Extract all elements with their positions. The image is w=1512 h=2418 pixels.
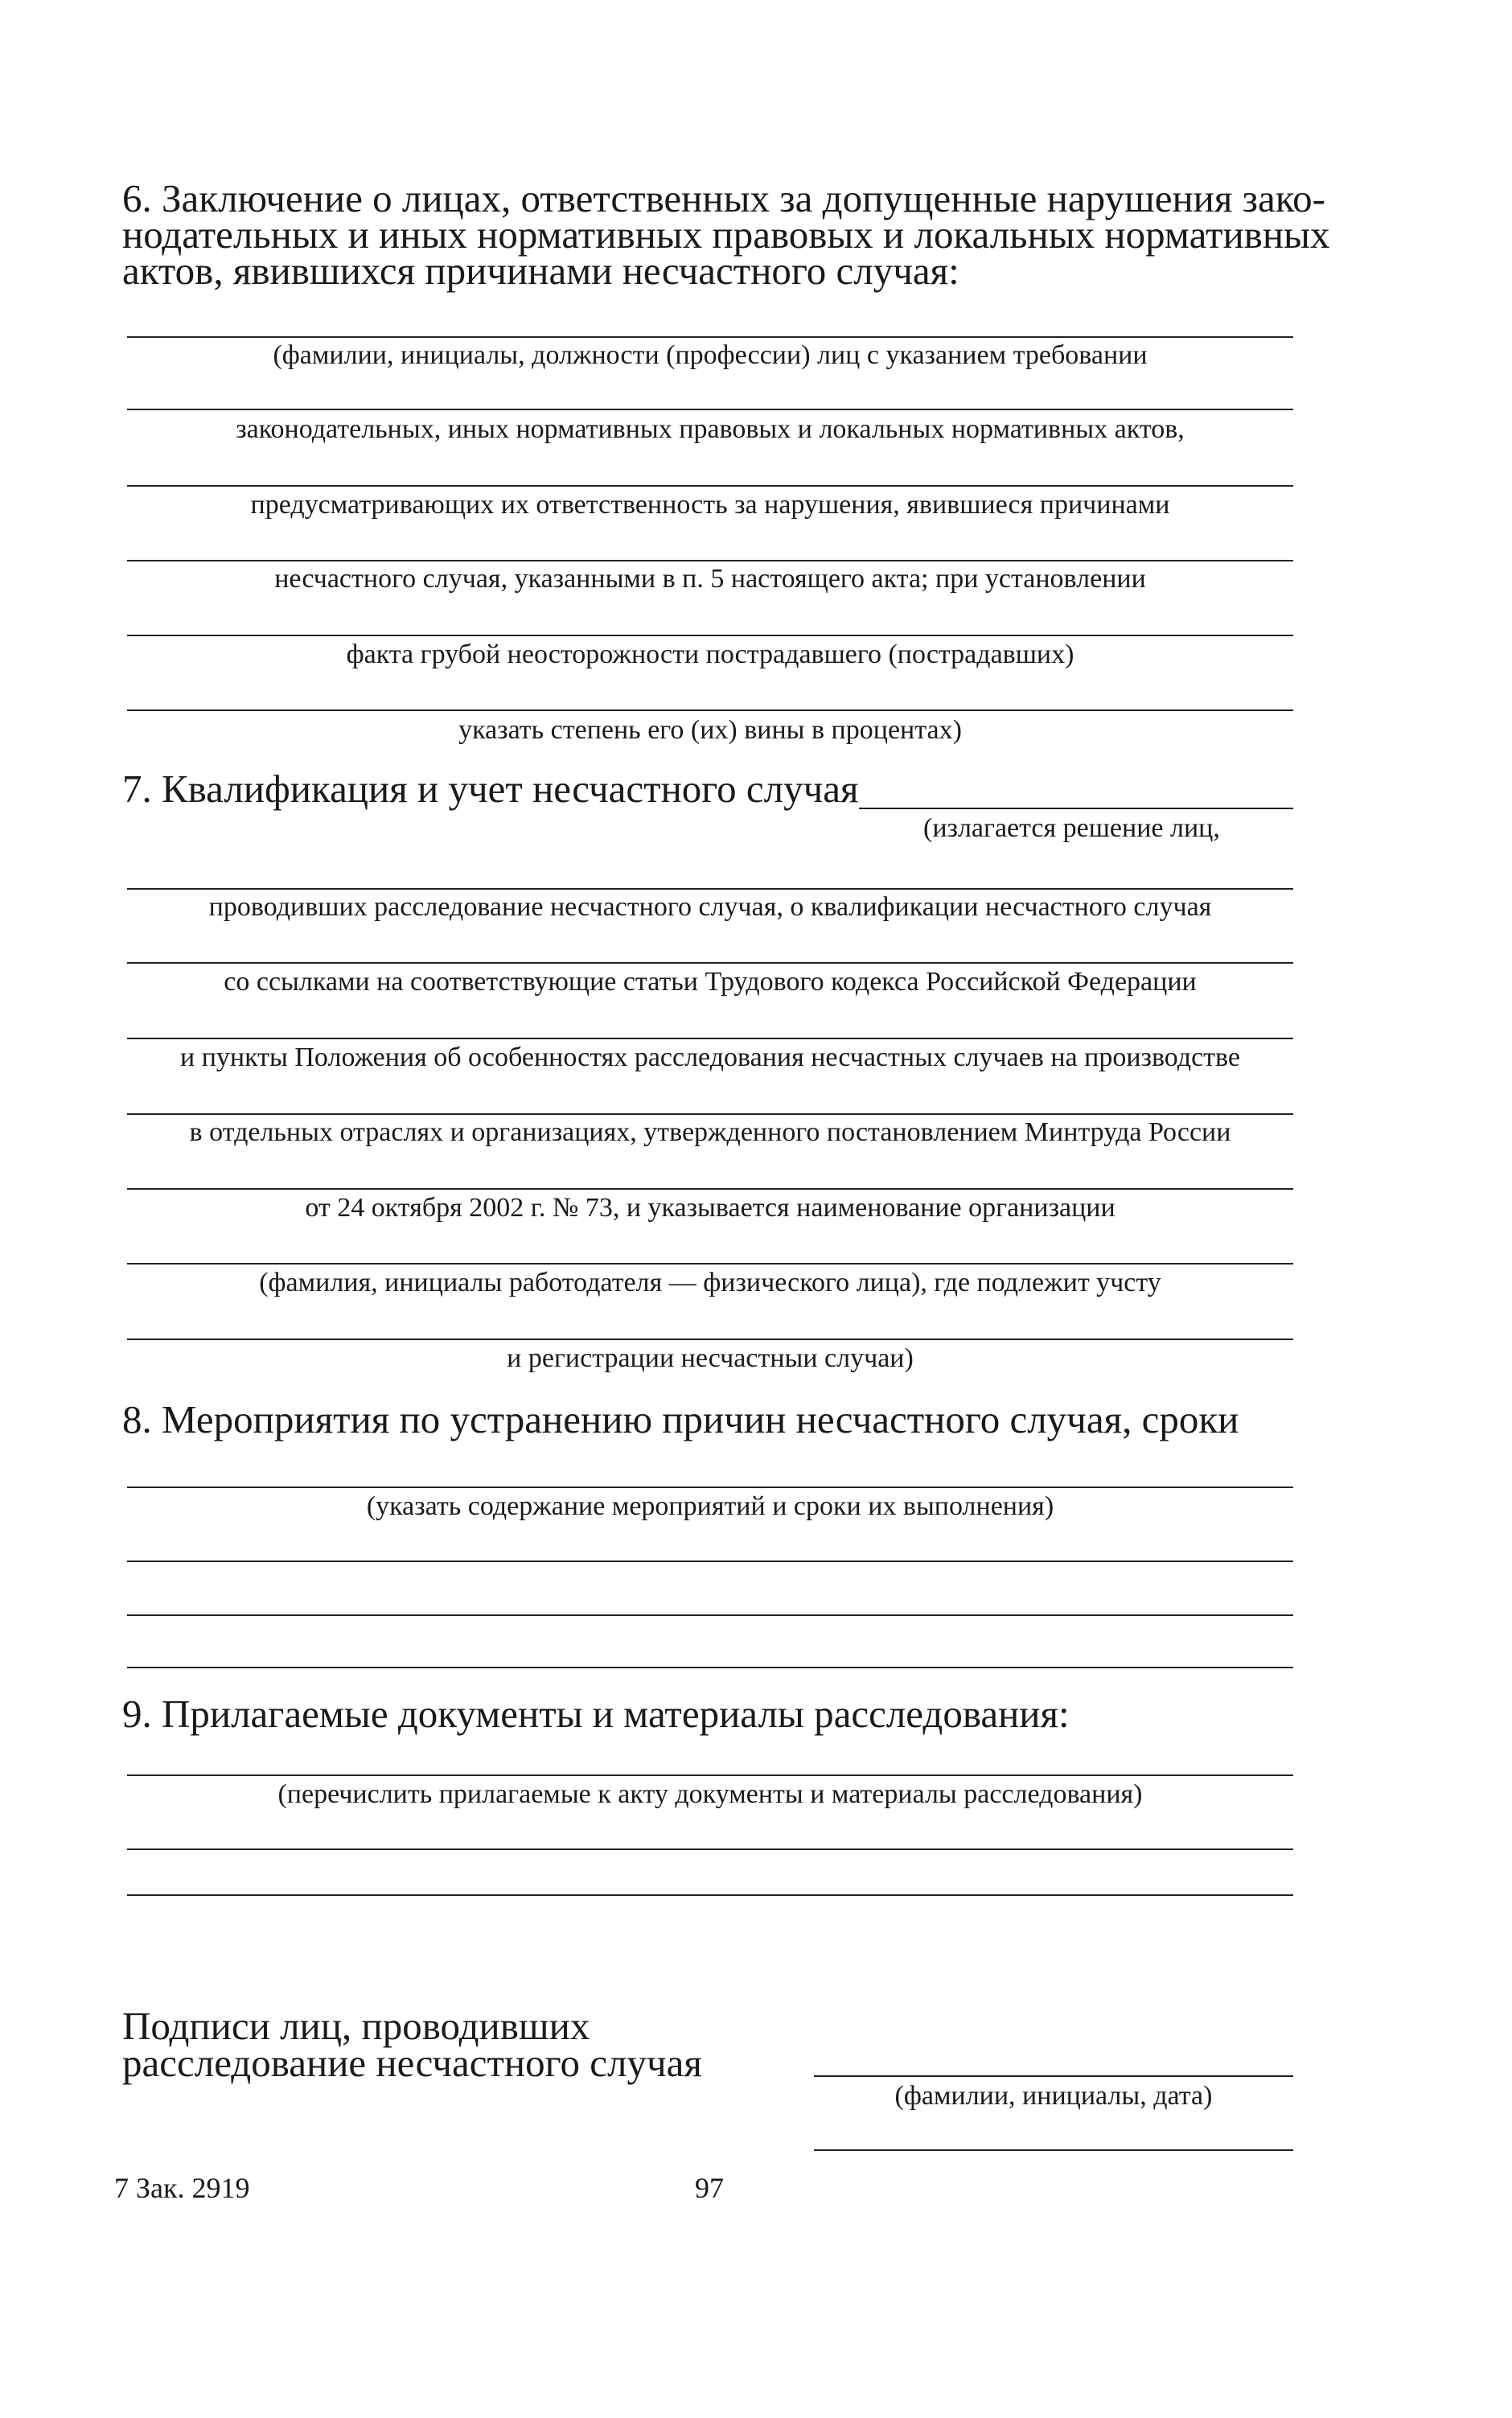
signatures-label-line-2: расследование несчастного случая: [122, 2041, 702, 2085]
caption: и пункты Положения об особенностях расследования несчастных случаев на производстве: [180, 1042, 1240, 1072]
fill-line: [127, 1188, 1293, 1190]
section-6-line-2: нодательных и иных нормативных правовых и локальных нормативных: [122, 212, 1330, 257]
fill-line: [127, 1038, 1293, 1039]
caption: со ссылками на соответствующие статьи Трудового кодекса Российской Федерации: [224, 967, 1197, 997]
fill-line: [127, 560, 1293, 561]
caption: (излагается решение лиц,: [923, 813, 1220, 843]
section-9-heading: 9. Прилагаемые документы и материалы расследования:: [122, 1692, 1070, 1736]
section-6-line-1: 6. Заключение о лицах, ответственных за допущенные нарушения зако-: [122, 176, 1325, 220]
print-order-number: 7 Зак. 2919: [114, 2172, 250, 2204]
fill-line: [127, 1561, 1293, 1562]
caption: (указать содержание мероприятий и сроки их выполнения): [366, 1491, 1054, 1521]
fill-line: [127, 1113, 1293, 1115]
fill-line: [127, 1848, 1293, 1850]
section-6-line-3: актов, явившихся причинами несчастного случая:: [122, 249, 959, 293]
fill-line: [127, 888, 1293, 890]
caption: законодательных, иных нормативных правовых и локальных нормативных актов,: [236, 414, 1185, 444]
caption: (фамилия, инициалы работодателя — физического лица), где подлежит учсту: [259, 1268, 1161, 1297]
signatures-label-line-1: Подписи лиц, проводивших: [122, 2004, 590, 2048]
fill-line: [127, 1263, 1293, 1265]
caption: указать степень его (их) вины в процентах): [458, 715, 962, 745]
fill-line: [127, 1667, 1293, 1668]
fill-line: [127, 409, 1293, 410]
section-8-heading: 8. Мероприятия по устранению причин несчастного случая, сроки: [122, 1397, 1239, 1441]
section-7-heading: 7. Квалификация и учет несчастного случая: [122, 767, 859, 811]
caption: (фамилии, инициалы, должности (профессии) лиц с указанием требовании: [273, 340, 1148, 370]
fill-line: [127, 1487, 1293, 1488]
signature-line: [814, 2075, 1293, 2077]
caption: (перечислить прилагаемые к акту документы и материалы расследования): [277, 1779, 1143, 1809]
fill-line: [127, 1339, 1293, 1340]
fill-line: [127, 1894, 1293, 1896]
caption: и регистрации несчастныи случаи): [507, 1343, 914, 1373]
fill-line: [859, 808, 1293, 809]
fill-line: [127, 709, 1293, 711]
fill-line: [127, 485, 1293, 487]
page-number: 97: [695, 2172, 724, 2204]
fill-line: [127, 1614, 1293, 1616]
caption: от 24 октября 2002 г. № 73, и указывается наименование организации: [305, 1193, 1116, 1223]
caption: факта грубой неосторожности пострадавшего (пострадавших): [346, 639, 1074, 669]
signature-line: [814, 2149, 1293, 2151]
fill-line: [127, 635, 1293, 636]
caption: в отдельных отраслях и организациях, утвержденного постановлением Минтруда России: [189, 1117, 1231, 1147]
section-6-paragraph: [122, 176, 1330, 293]
caption: несчастного случая, указанными в п. 5 настоящего акта; при установлении: [274, 564, 1146, 594]
caption: предусматривающих их ответственность за нарушения, явившиеся причинами: [250, 490, 1170, 520]
caption: проводивших расследование несчастного случая, о квалификации несчастного случая: [208, 892, 1212, 922]
fill-line: [127, 336, 1293, 338]
caption: (фамилии, инициалы, дата): [894, 2081, 1213, 2111]
fill-line: [127, 1774, 1293, 1776]
fill-line: [127, 962, 1293, 964]
